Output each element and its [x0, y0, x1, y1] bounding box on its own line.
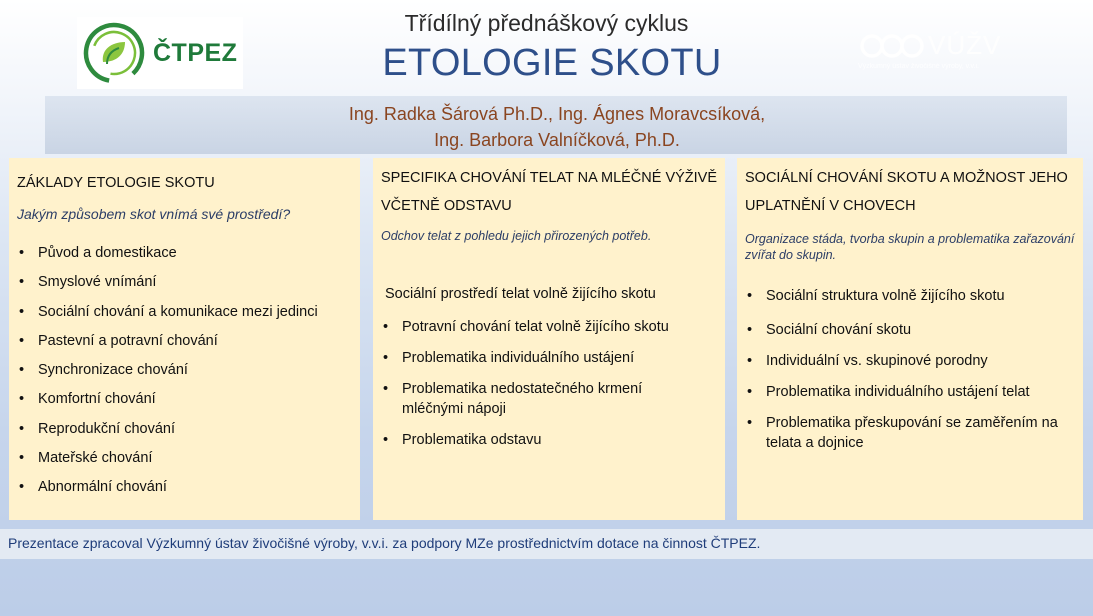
footer-credit: Prezentace zpracoval Výzkumný ústav živočišné výroby, v.v.i. za podpory MZe prostřednictvím dotace na činnost ČTPEZ.	[8, 535, 761, 551]
vuzv-logo-subtext: Výzkumný ústav živočišné výroby, v.v.i.	[858, 63, 979, 70]
lecture-2-intro: Sociální prostředí telat volně žijícího skotu	[385, 286, 656, 302]
list-item: • Pastevní a potravní chování	[17, 331, 357, 351]
lecture-3-subtitle: Organizace stáda, tvorba skupin a problematika zařazování zvířat do skupin.	[745, 232, 1075, 262]
presentation-subtitle: Třídílný přednáškový cyklus	[404, 10, 689, 36]
lecture-1-subtitle: Jakým způsobem skot vnímá své prostředí?	[17, 206, 291, 222]
list-item: • Problematika odstavu	[381, 430, 711, 450]
presentation-title: ETOLOGIE SKOTU	[382, 42, 722, 84]
lecture-1-topics	[17, 243, 357, 497]
lecture-1-title: ZÁKLADY ETOLOGIE SKOTU	[17, 175, 215, 191]
list-item: • Původ a domestikace	[17, 243, 357, 263]
list-item: • Problematika přeskupování se zaměřením na telata a dojnice	[745, 413, 1079, 453]
vuzv-logo	[858, 30, 1018, 76]
authors	[0, 101, 1093, 153]
list-item: • Sociální struktura volně žijícího skotu	[745, 286, 1079, 306]
lecture-box-3	[737, 158, 1083, 520]
list-item: • Abnormální chování	[17, 477, 357, 497]
lecture-3-title: SOCIÁLNÍ CHOVÁNÍ SKOTU A MOŽNOST JEHO UPLATNĚNÍ V CHOVECH	[745, 170, 1068, 214]
lecture-box-1	[9, 158, 360, 520]
lecture-box-2	[373, 158, 725, 520]
vuzv-rings-icon	[858, 32, 926, 62]
lecture-2-title: SPECIFIKA CHOVÁNÍ TELAT NA MLÉČNÉ VÝŽIVĚ VČETNĚ ODSTAVU	[381, 170, 718, 214]
list-item: • Potravní chování telat volně žijícího skotu	[381, 317, 711, 337]
list-item: • Komfortní chování	[17, 389, 357, 409]
authors-line-2: Ing. Barbora Valníčková, Ph.D.	[434, 130, 680, 150]
list-item: • Synchronizace chování	[17, 360, 357, 380]
authors-line-1: Ing. Radka Šárová Ph.D., Ing. Ágnes Moravcsíková,	[348, 104, 766, 124]
lecture-3-topics	[745, 286, 1079, 453]
list-item: • Reprodukční chování	[17, 419, 357, 439]
vuzv-logo-text: VÚŽV	[928, 30, 1002, 60]
ctpez-logo-text: ČTPEZ	[153, 38, 238, 67]
list-item: • Problematika individuálního ustájení telat	[745, 382, 1079, 402]
list-item: • Sociální chování skotu	[745, 320, 1079, 340]
list-item: • Smyslové vnímání	[17, 272, 357, 292]
lecture-2-subtitle: Odchov telat z pohledu jejich přirozených potřeb.	[381, 229, 652, 243]
list-item: • Problematika nedostatečného krmení mléčnými nápoji	[381, 379, 711, 419]
lecture-2-topics	[381, 317, 711, 450]
list-item: • Mateřské chování	[17, 448, 357, 468]
list-item: • Problematika individuálního ustájení	[381, 348, 711, 368]
list-item: • Individuální vs. skupinové porodny	[745, 351, 1079, 371]
list-item: • Sociální chování a komunikace mezi jedinci	[17, 302, 357, 322]
